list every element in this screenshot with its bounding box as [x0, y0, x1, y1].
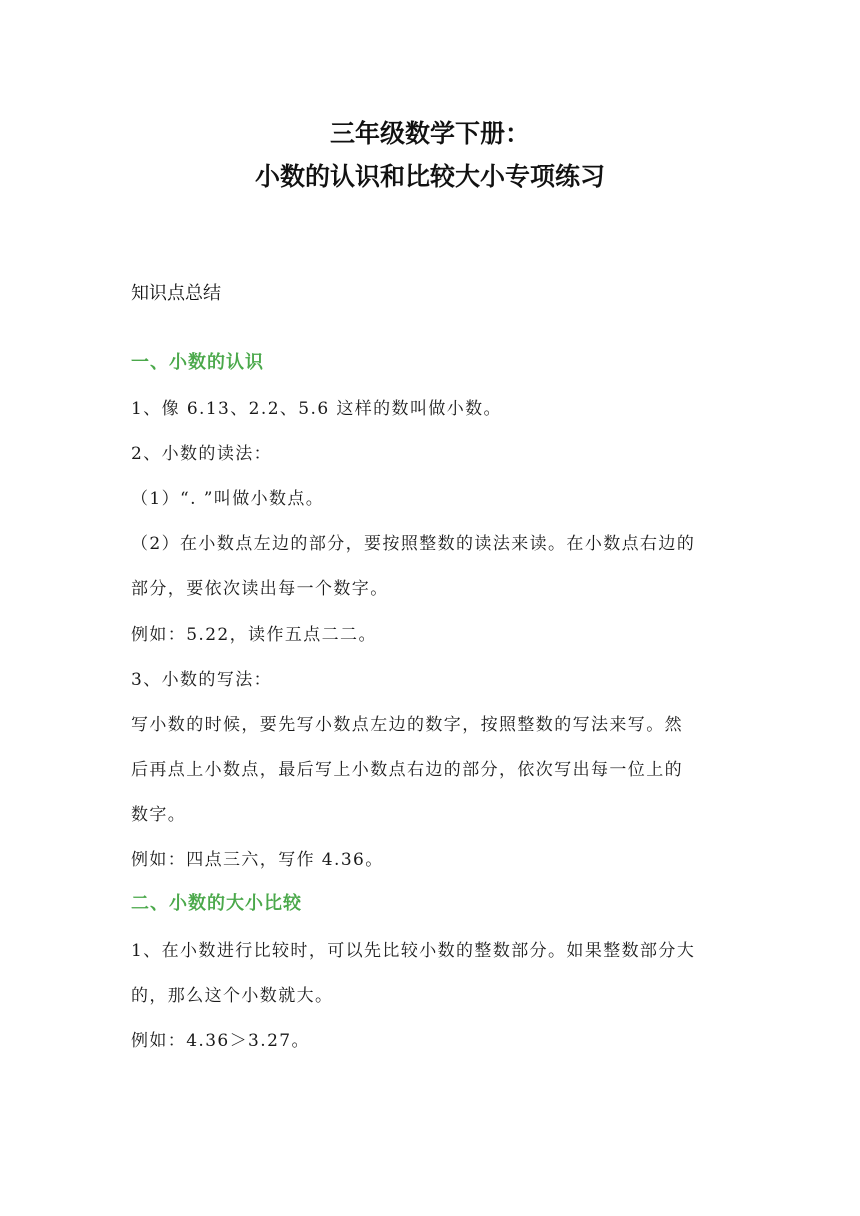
page-title-line2: 小数的认识和比较大小专项练习: [254, 162, 605, 191]
section1-paragraph: 2、小数的读法：: [131, 444, 273, 464]
section1-paragraph: 写小数的时候，要先写小数点左边的数字，按照整数的写法来写。然: [131, 715, 683, 735]
section1-paragraph: 1、像 6.13、2.2、5.6 这样的数叫做小数。: [131, 399, 502, 419]
section1-paragraph: 例如：5.22，读作五点二二。: [131, 625, 377, 645]
section1-paragraph: （2）在小数点左边的部分，要按照整数的读法来读。在小数点右边的: [131, 534, 696, 554]
section1-paragraph: （1）“. ”叫做小数点。: [131, 489, 325, 509]
summary-label: 知识点总结: [131, 283, 221, 304]
section2-paragraph: 的，那么这个小数就大。: [131, 986, 334, 1006]
section1-paragraph: 部分，要依次读出每一个数字。: [131, 579, 389, 599]
section2-paragraph: 例如：4.36＞3.27。: [131, 1031, 310, 1051]
section1-paragraph: 例如：四点三六，写作 4.36。: [131, 850, 384, 870]
section1-heading: 一、小数的认识: [131, 352, 264, 373]
section1-paragraph: 3、小数的写法：: [131, 670, 273, 690]
section2-paragraph: 1、在小数进行比较时，可以先比较小数的整数部分。如果整数部分大: [131, 941, 696, 961]
section1-paragraph: 后再点上小数点，最后写上小数点右边的部分，依次写出每一位上的: [131, 760, 683, 780]
page-title-line1: 三年级数学下册：: [329, 119, 530, 148]
section1-paragraph: 数字。: [131, 805, 187, 825]
section2-heading: 二、小数的大小比较: [131, 893, 302, 914]
